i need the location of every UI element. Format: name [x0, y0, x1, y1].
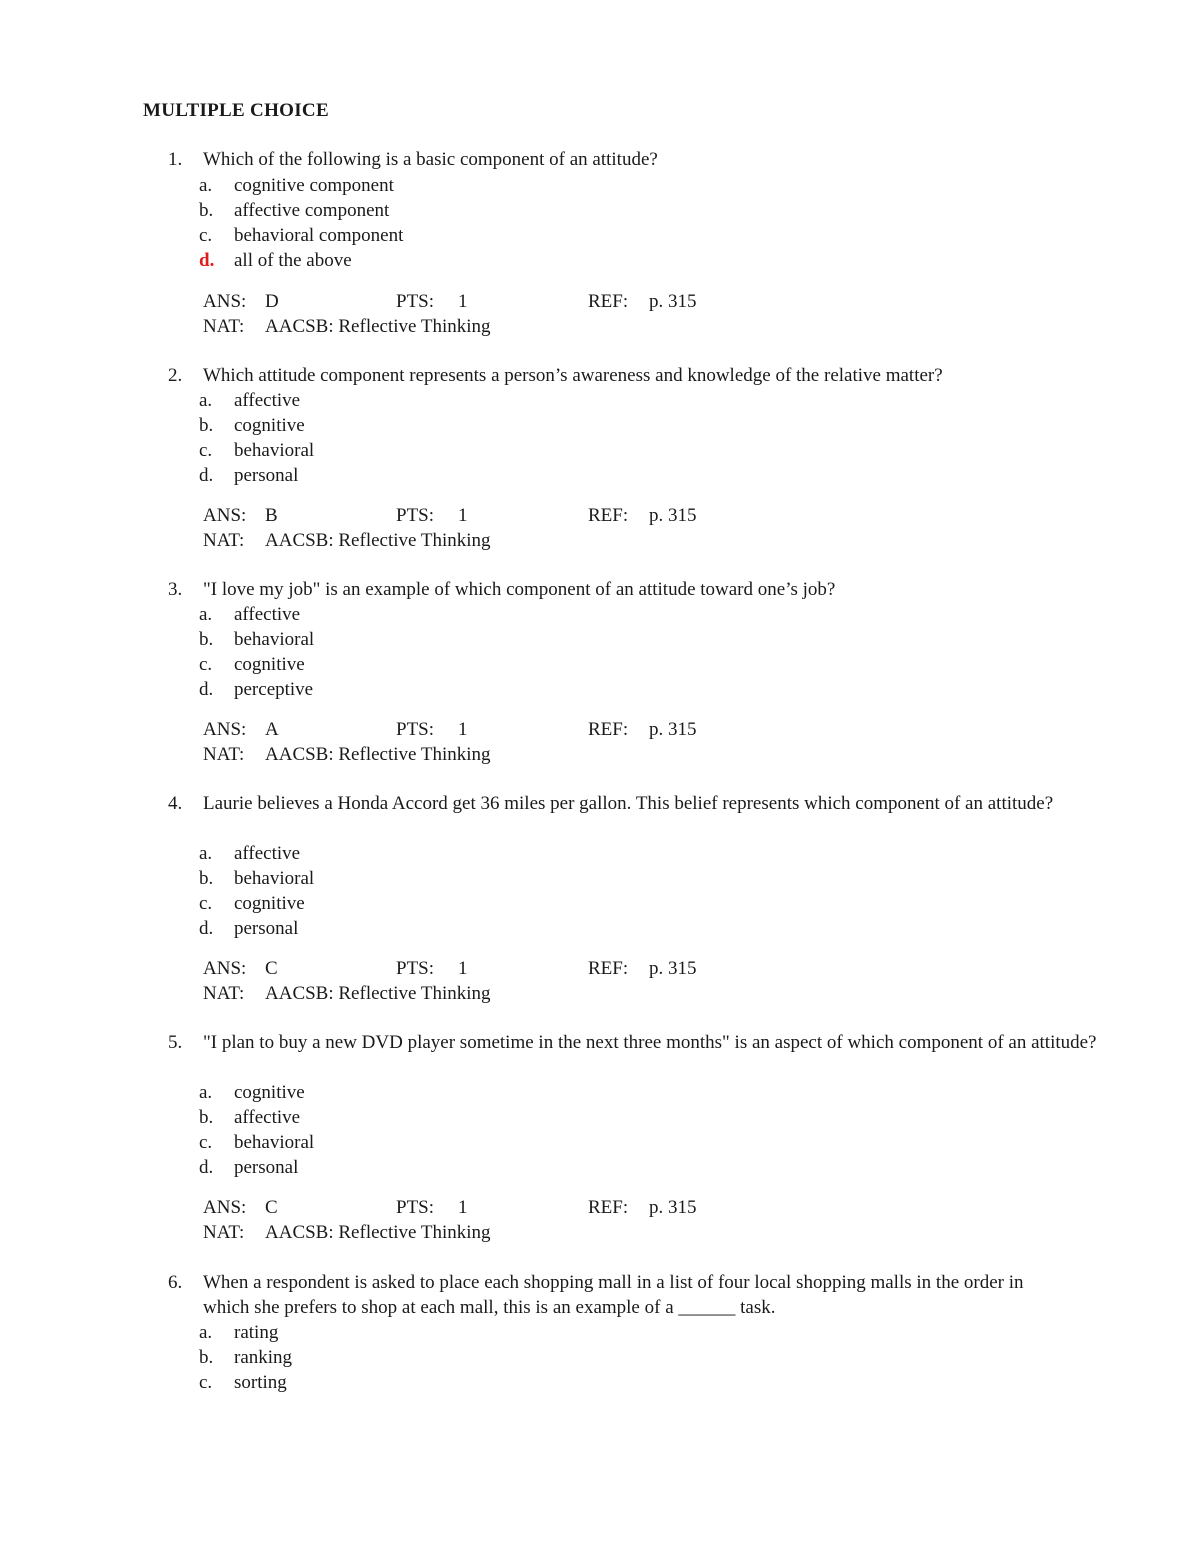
choice-list: [0, 1320, 1200, 1395]
choice-b: [0, 198, 1200, 223]
answer-meta: [0, 717, 1200, 767]
choice-a: [0, 602, 1200, 627]
choice-text: cognitive: [234, 893, 305, 914]
question-number: 4.: [168, 793, 183, 814]
nat-label: NAT:: [203, 1222, 245, 1243]
pts-label: PTS:: [396, 719, 435, 740]
pts-value: 1: [458, 958, 468, 979]
pts-label: PTS:: [396, 291, 435, 312]
choice-b: [0, 866, 1200, 891]
choice-text: behavioral component: [234, 225, 404, 246]
nat-value: AACSB: Reflective Thinking: [265, 744, 491, 765]
choice-c: [0, 223, 1200, 248]
question-number: 5.: [168, 1032, 183, 1053]
choice-text: cognitive: [234, 415, 305, 436]
choice-letter: c.: [199, 893, 213, 914]
ans-label: ANS:: [203, 719, 247, 740]
question-text: "I plan to buy a new DVD player sometime in the next three months" is an aspect of which component of an attitude?: [203, 1032, 1097, 1053]
choice-letter: b.: [199, 200, 214, 221]
answer-meta: [0, 956, 1200, 1006]
answer-row: [0, 956, 1200, 981]
ref-label: REF:: [588, 291, 629, 312]
nat-row: [0, 528, 1200, 553]
choice-d: [0, 677, 1200, 702]
nat-row: [0, 981, 1200, 1006]
ref-label: REF:: [588, 958, 629, 979]
choice-text: personal: [234, 1157, 299, 1178]
choice-text: affective: [234, 604, 301, 625]
ref-label: REF:: [588, 719, 629, 740]
choice-letter: b.: [199, 1347, 214, 1368]
choice-text: affective component: [234, 200, 390, 221]
pts-value: 1: [458, 1197, 468, 1218]
choice-letter: c.: [199, 1372, 213, 1393]
nat-row: [0, 742, 1200, 767]
choice-letter: c.: [199, 1132, 213, 1153]
choice-b: [0, 1105, 1200, 1130]
question-number: 2.: [168, 365, 183, 386]
choice-text: affective: [234, 390, 301, 411]
choice-text: behavioral: [234, 440, 315, 461]
answer-row: [0, 1195, 1200, 1220]
choice-text: perceptive: [234, 679, 314, 700]
answer-meta: [0, 503, 1200, 553]
answer-row: [0, 717, 1200, 742]
choice-list: [0, 388, 1200, 488]
ans-value: A: [265, 719, 279, 740]
ans-value: D: [265, 291, 279, 312]
question-text: "I love my job" is an example of which component of an attitude toward one’s job?: [203, 579, 836, 600]
nat-value: AACSB: Reflective Thinking: [265, 530, 491, 551]
question-text: When a respondent is asked to place each shopping mall in a list of four local shopping malls in the order in which she prefers to shop at each mall, this is an example of a ______ task.: [203, 1272, 1024, 1318]
choice-text: affective: [234, 1107, 301, 1128]
pts-label: PTS:: [396, 1197, 435, 1218]
choice-text: behavioral: [234, 1132, 315, 1153]
ref-value: p. 315: [649, 1197, 697, 1218]
choice-d: [0, 1155, 1200, 1180]
ref-label: REF:: [588, 1197, 629, 1218]
ans-value: B: [265, 505, 278, 526]
choice-text: rating: [234, 1322, 279, 1343]
choice-letter: b.: [199, 868, 214, 889]
choice-text: affective: [234, 843, 301, 864]
choice-letter: c.: [199, 440, 213, 461]
nat-label: NAT:: [203, 744, 245, 765]
choice-list: [0, 173, 1200, 273]
choice-text: cognitive component: [234, 175, 394, 196]
choice-b: [0, 413, 1200, 438]
section-title: MULTIPLE CHOICE: [143, 100, 329, 121]
nat-label: NAT:: [203, 316, 245, 337]
answer-row: [0, 503, 1200, 528]
ans-label: ANS:: [203, 1197, 247, 1218]
ans-value: C: [265, 958, 278, 979]
choice-text: ranking: [234, 1347, 293, 1368]
answer-meta: [0, 1195, 1200, 1245]
choice-c: [0, 652, 1200, 677]
choice-text: cognitive: [234, 1082, 305, 1103]
choice-c: [0, 891, 1200, 916]
choice-letter: b.: [199, 1107, 214, 1128]
ref-value: p. 315: [649, 505, 697, 526]
choice-b: [0, 627, 1200, 652]
pts-value: 1: [458, 291, 468, 312]
choice-letter: c.: [199, 654, 213, 675]
question-number: 6.: [168, 1272, 183, 1293]
question-number: 3.: [168, 579, 183, 600]
answer-row: [0, 289, 1200, 314]
ans-value: C: [265, 1197, 278, 1218]
choice-letter: d.: [199, 679, 214, 700]
ans-label: ANS:: [203, 505, 247, 526]
choice-letter: a.: [199, 390, 213, 411]
pts-value: 1: [458, 719, 468, 740]
ref-value: p. 315: [649, 291, 697, 312]
ans-label: ANS:: [203, 291, 247, 312]
choice-text: behavioral: [234, 629, 315, 650]
nat-label: NAT:: [203, 983, 245, 1004]
choice-list: [0, 602, 1200, 702]
ref-label: REF:: [588, 505, 629, 526]
choice-text: personal: [234, 465, 299, 486]
choice-a: [0, 841, 1200, 866]
choice-letter: d.: [199, 465, 214, 486]
nat-row: [0, 314, 1200, 339]
choice-text: sorting: [234, 1372, 287, 1393]
choice-text: personal: [234, 918, 299, 939]
ref-value: p. 315: [649, 958, 697, 979]
nat-value: AACSB: Reflective Thinking: [265, 983, 491, 1004]
choice-letter: a.: [199, 1322, 213, 1343]
choice-d: [0, 463, 1200, 488]
choice-list: [0, 841, 1200, 941]
choice-a: [0, 1080, 1200, 1105]
choice-b: [0, 1345, 1200, 1370]
choice-letter: a.: [199, 1082, 213, 1103]
correct-choice-letter: d.: [199, 250, 215, 271]
choice-letter: a.: [199, 604, 213, 625]
choice-letter: a.: [199, 843, 213, 864]
nat-row: [0, 1220, 1200, 1245]
pts-label: PTS:: [396, 505, 435, 526]
answer-meta: [0, 289, 1200, 339]
choice-c: [0, 438, 1200, 463]
choice-text: cognitive: [234, 654, 305, 675]
choice-text: behavioral: [234, 868, 315, 889]
choice-d: [0, 916, 1200, 941]
choice-list: [0, 1080, 1200, 1180]
choice-letter: d.: [199, 1157, 214, 1178]
choice-text: all of the above: [234, 250, 352, 271]
choice-a: [0, 173, 1200, 198]
choice-letter: c.: [199, 225, 213, 246]
question-number: 1.: [168, 149, 183, 170]
choice-d: [0, 248, 1200, 273]
ans-label: ANS:: [203, 958, 247, 979]
ref-value: p. 315: [649, 719, 697, 740]
question-text: Which of the following is a basic component of an attitude?: [203, 149, 658, 170]
choice-letter: d.: [199, 918, 214, 939]
pts-value: 1: [458, 505, 468, 526]
nat-value: AACSB: Reflective Thinking: [265, 1222, 491, 1243]
nat-label: NAT:: [203, 530, 245, 551]
choice-a: [0, 388, 1200, 413]
nat-value: AACSB: Reflective Thinking: [265, 316, 491, 337]
choice-letter: a.: [199, 175, 213, 196]
choice-letter: b.: [199, 415, 214, 436]
question-text: Laurie believes a Honda Accord get 36 miles per gallon. This belief represents which component of an attitude?: [203, 793, 1054, 814]
pts-label: PTS:: [396, 958, 435, 979]
choice-a: [0, 1320, 1200, 1345]
choice-c: [0, 1130, 1200, 1155]
question-text: Which attitude component represents a person’s awareness and knowledge of the relative matter?: [203, 365, 943, 386]
choice-c: [0, 1370, 1200, 1395]
choice-letter: b.: [199, 629, 214, 650]
